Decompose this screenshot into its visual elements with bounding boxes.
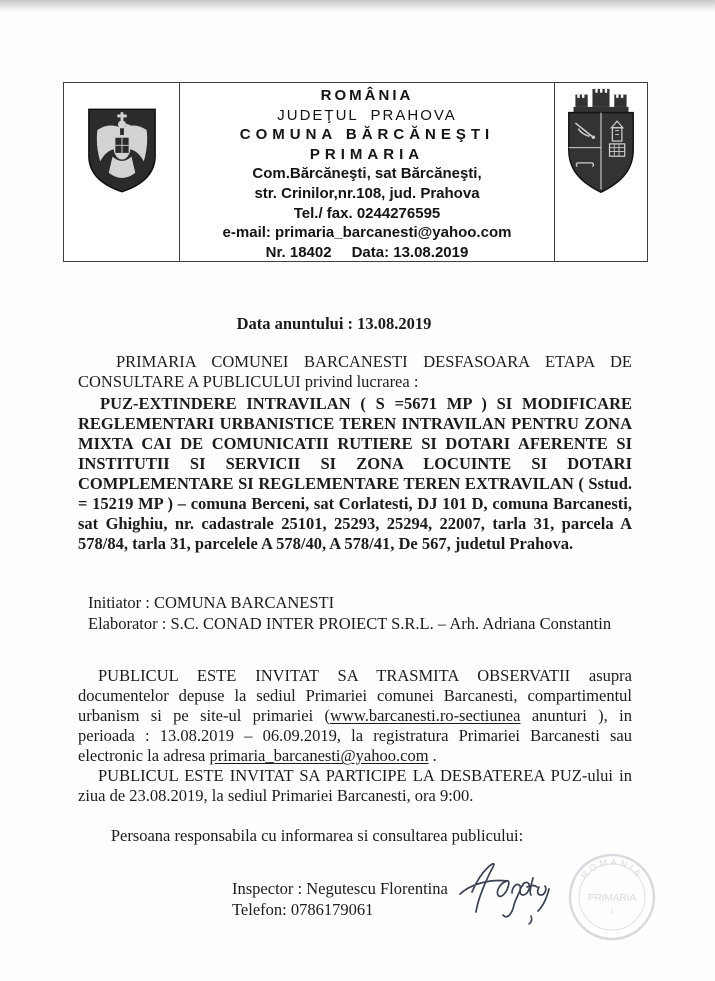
romania-coat-of-arms-icon bbox=[86, 105, 158, 197]
registration-line bbox=[180, 243, 554, 263]
letterhead-left-cell bbox=[64, 83, 180, 261]
registration-number: Nr. 18402 bbox=[265, 243, 332, 261]
office-name: PRIMARIA bbox=[309, 145, 425, 163]
observations-text-post: . bbox=[428, 746, 437, 765]
stamp-country-text: ROMANIA bbox=[579, 856, 645, 881]
initiator-block bbox=[88, 592, 632, 634]
country-name: ROMÂNIA bbox=[320, 87, 414, 104]
letterhead-right-cell bbox=[554, 83, 647, 261]
scan-artifact-top-edge bbox=[0, 0, 715, 12]
email-link-text: primaria_barcanesti@yahoo.com bbox=[209, 746, 429, 765]
commune-name: COMUNA BĂRCĂNEŞTI bbox=[239, 126, 495, 144]
registration-date: Data: 13.08.2019 bbox=[351, 243, 469, 261]
letterhead-box bbox=[63, 82, 648, 262]
observations-text-mid: anunturi ), in perioada : 13.08.2019 – 06.09.2019, la registratura Primariei Barcanesti sau electronic la adresa bbox=[78, 706, 632, 765]
responsible-person-heading: Persoana responsabila cu informarea si consultarea publicului: bbox=[110, 826, 524, 845]
handwritten-signature bbox=[452, 852, 564, 932]
inspector-name-line: Inspector : Negutescu Florentina bbox=[232, 879, 448, 898]
inspector-block bbox=[232, 878, 472, 920]
barcanesti-coat-of-arms-icon bbox=[561, 87, 641, 197]
intro-paragraph: PRIMARIA COMUNEI BARCANESTI DESFASOARA ETAPA DE CONSULTARE A PUBLICULUI privind lucrarea : bbox=[78, 352, 632, 391]
address-line-2: str. Crinilor,nr.108, jud. Prahova bbox=[254, 184, 480, 202]
public-debate-paragraph: PUBLICUL ESTE INVITAT SA PARTICIPE LA DESBATEREA PUZ-ului in ziua de 23.08.2019, la sediul Primariei Barcanesti, ora 9:00. bbox=[78, 766, 632, 805]
elaborator-line: Elaborator : S.C. CONAD INTER PROIECT S.R.L. – Arh. Adriana Constantin bbox=[88, 614, 612, 633]
stamp-small-mark: 1 bbox=[610, 908, 614, 915]
phone-fax-line: Tel./ fax. 0244276595 bbox=[293, 204, 441, 222]
initiator-line: Initiator : COMUNA BARCANESTI bbox=[88, 593, 335, 612]
email-line: e-mail: primaria_barcanesti@yahoo.com bbox=[222, 224, 512, 242]
observations-text-pre: PUBLICUL ESTE INVITAT SA TRASMITA OBSERVATII asupra documentelor depuse la sediul Primariei comunei Barcanesti, compartimentul urbanism si pe site-ul primariei ( bbox=[78, 666, 632, 725]
round-stamp bbox=[566, 851, 658, 943]
letterhead-text-block bbox=[180, 83, 554, 261]
stamp-center-text: PRIMARIA bbox=[587, 893, 637, 904]
project-description-paragraph: PUZ-EXTINDERE INTRAVILAN ( S =5671 MP ) SI MODIFICARE REGLEMENTARI URBANISTICE TEREN INTRAVILAN PENTRU ZONA MIXTA CAI DE COMUNICATII RUTIERE SI DOTARI AFERENTE SI INSTITUTII SI SERVICII SI ZONA LOCUINTE SI DOTARI COMPLEMENTARE SI REGLEMENTARE TEREN EXTRAVILAN ( Sstud. = 15219 MP ) – comuna Berceni, sat Corlatesti, DJ 101 D, comuna Barcanesti, sat Ghighiu, nr. cadastrale 25101, 25293, 25294, 22007, tarla 31, parcela A 578/84, tarla 31, parcelele A 578/40, A 578/41, De 567, judetul Prahova. bbox=[78, 394, 632, 553]
public-observations-paragraph bbox=[78, 666, 632, 766]
website-link-text: www.barcanesti.ro-sectiunea bbox=[330, 706, 521, 725]
address-line-1: Com.Bărcăneşti, sat Bărcăneşti, bbox=[252, 165, 482, 183]
county-name: JUDEŢUL PRAHOVA bbox=[277, 106, 457, 124]
announcement-date: Data anuntului : 13.08.2019 bbox=[236, 314, 432, 333]
inspector-phone-line: Telefon: 0786179061 bbox=[232, 900, 374, 919]
svg-text:ROMANIA bbox=[579, 857, 645, 881]
